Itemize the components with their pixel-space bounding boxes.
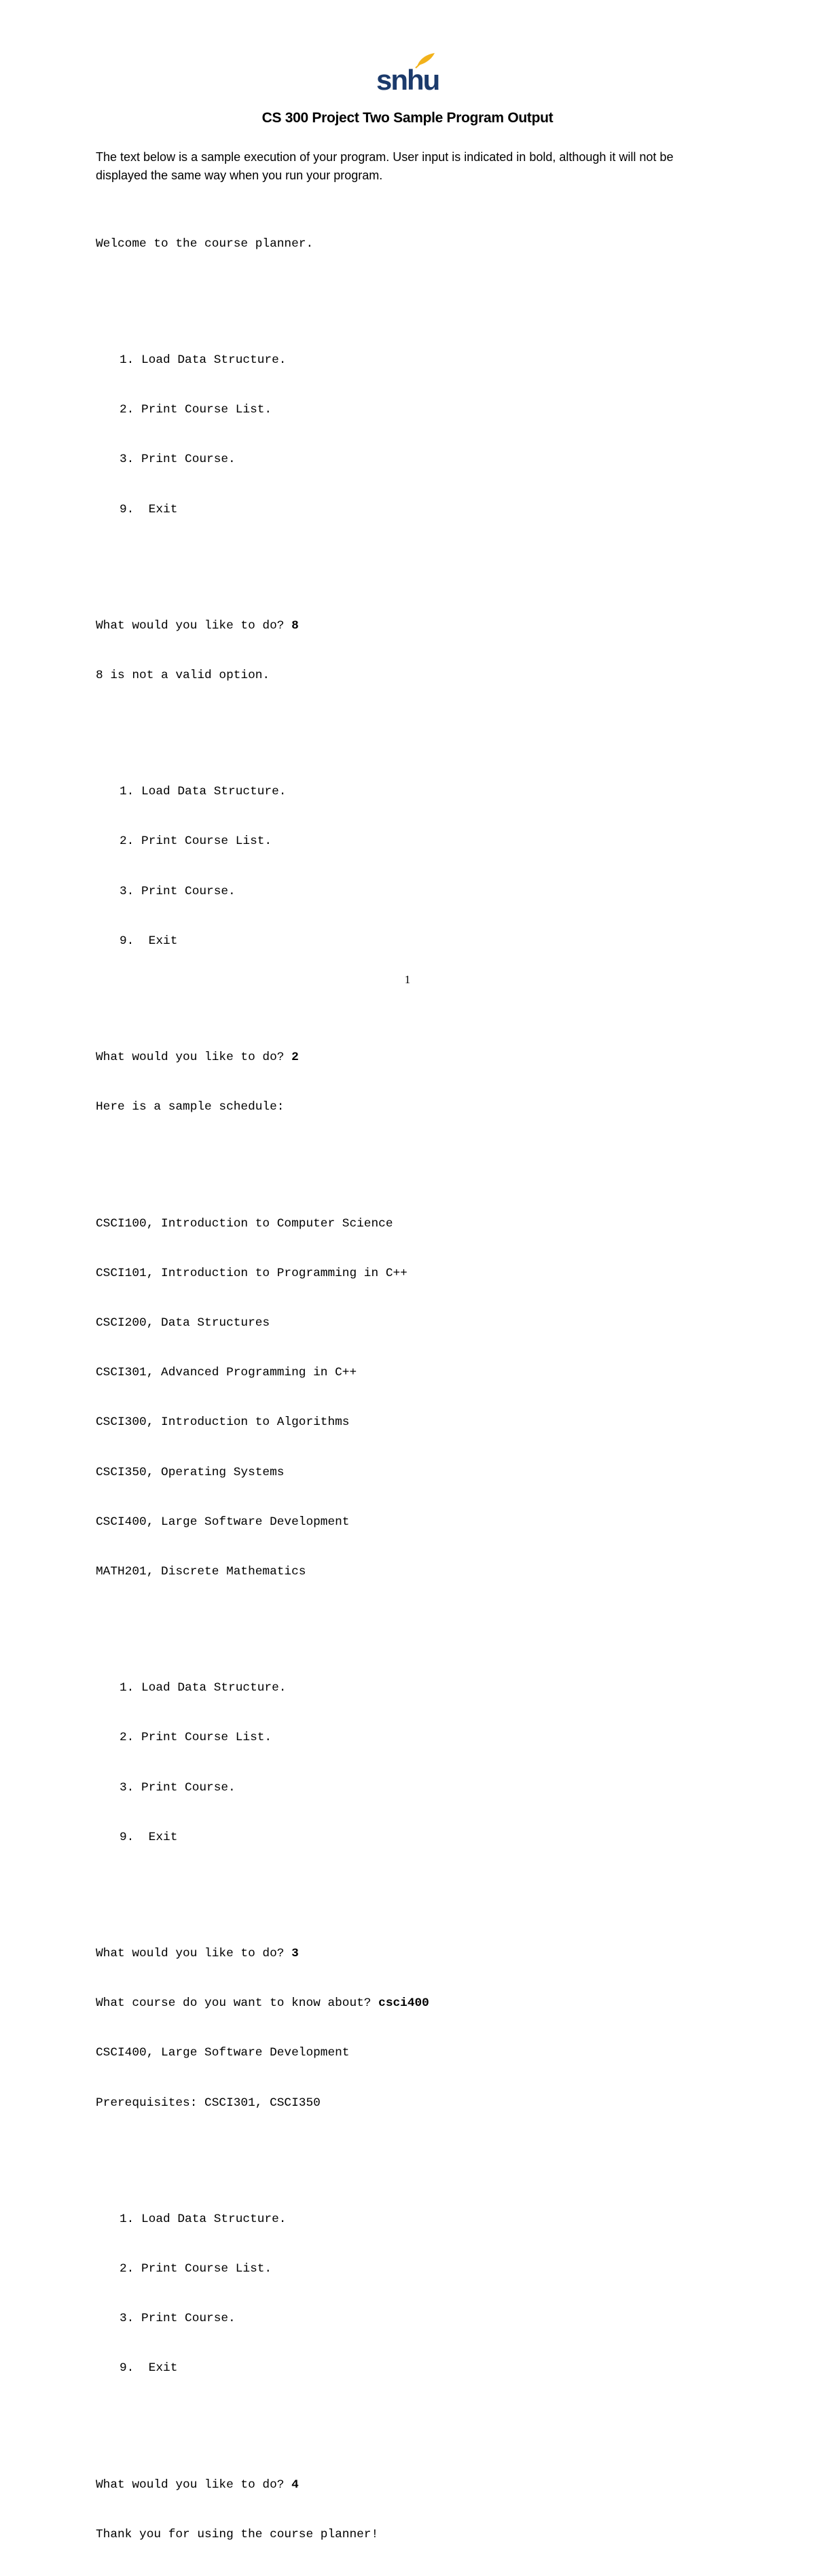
menu-item: 9. Exit <box>120 934 178 948</box>
goodbye-line: Thank you for using the course planner! <box>96 2527 379 2541</box>
prompt-line <box>96 2477 721 2493</box>
menu-item: 1. Load Data Structure. <box>120 353 287 368</box>
menu-item: 3. Print Course. <box>120 884 236 898</box>
prompt-text: What would you like to do? <box>96 1051 292 1065</box>
menu-item: 9. Exit <box>120 502 178 516</box>
invalid-option-line: 8 is not a valid option. <box>96 669 270 683</box>
menu-item: 1. Load Data Structure. <box>120 785 287 799</box>
user-input: csci400 <box>378 1996 429 2011</box>
page-number: 1 <box>404 973 411 986</box>
menu-item: 2. Print Course List. <box>120 1731 272 1745</box>
user-input: 3 <box>291 1947 299 1960</box>
menu-item: 9. Exit <box>120 1830 178 1844</box>
menu-item: 3. Print Course. <box>120 1780 236 1795</box>
user-input: 2 <box>291 1051 299 1065</box>
intro-paragraph: The text below is a sample execution of your program. User input is indicated in bold, although it will not be displayed the same way when you run your program. <box>96 150 674 182</box>
menu-item: 2. Print Course List. <box>120 2262 272 2276</box>
course-line: MATH201, Discrete Mathematics <box>96 1564 306 1578</box>
course-line: CSCI100, Introduction to Computer Science <box>96 1216 393 1231</box>
prompt-text: What would you like to do? <box>96 1947 292 1960</box>
course-prompt-line <box>96 1995 721 2011</box>
user-input: 8 <box>291 618 299 633</box>
snhu-logo <box>375 52 437 94</box>
sample-console-output <box>96 202 721 2576</box>
prompt-text: What would you like to do? <box>96 618 292 633</box>
menu-item: 3. Print Course. <box>120 2312 236 2326</box>
user-input: 4 <box>291 2477 299 2492</box>
prompt-text: What would you like to do? <box>96 2477 292 2492</box>
menu-item: 3. Print Course. <box>120 453 236 467</box>
menu-item: 1. Load Data Structure. <box>120 2212 287 2226</box>
logo-wordmark: snhu <box>376 64 439 96</box>
course-line: CSCI350, Operating Systems <box>96 1465 285 1479</box>
course-line: CSCI200, Data Structures <box>96 1316 270 1330</box>
menu-item: 9. Exit <box>120 2361 178 2376</box>
page-title: CS 300 Project Two Sample Program Output <box>261 110 554 126</box>
prompt-line <box>96 1945 721 1962</box>
prompt-line <box>96 618 721 634</box>
menu-item: 1. Load Data Structure. <box>120 1681 287 1695</box>
menu-item: 2. Print Course List. <box>120 403 272 417</box>
course-line: CSCI400, Large Software Development <box>96 1515 350 1529</box>
course-line: CSCI301, Advanced Programming in C++ <box>96 1366 357 1380</box>
course-line: CSCI300, Introduction to Algorithms <box>96 1415 350 1430</box>
schedule-heading: Here is a sample schedule: <box>96 1100 285 1114</box>
prerequisites-line: Prerequisites: CSCI301, CSCI350 <box>96 2096 321 2110</box>
course-result-line: CSCI400, Large Software Development <box>96 2046 350 2060</box>
course-line: CSCI101, Introduction to Programming in C++ <box>96 1266 408 1280</box>
course-prompt-text: What course do you want to know about? <box>96 1996 379 2011</box>
prompt-line <box>96 1049 721 1065</box>
welcome-line: Welcome to the course planner. <box>96 236 314 251</box>
menu-item: 2. Print Course List. <box>120 834 272 849</box>
